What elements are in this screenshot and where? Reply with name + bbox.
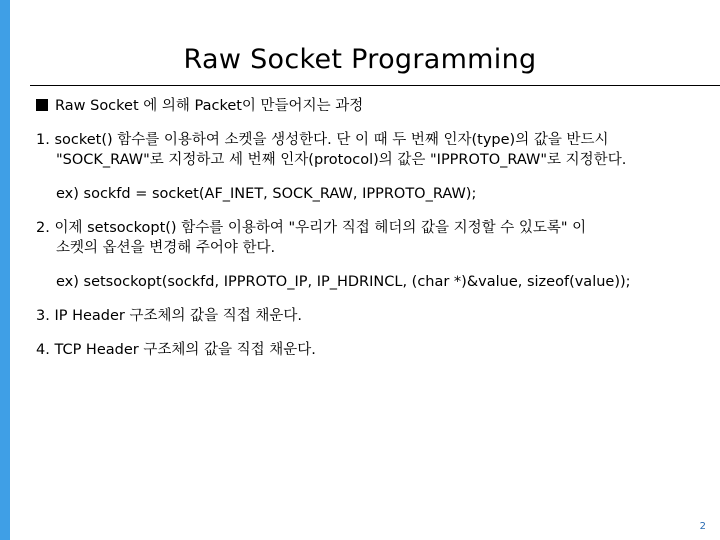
title-divider bbox=[30, 85, 720, 86]
square-bullet-icon bbox=[36, 99, 48, 111]
step-2-line-1: 2. 이제 setsockopt() 함수를 이용하여 "우리가 직접 헤더의 값을 지정할 수 있도록" 이 bbox=[36, 220, 587, 236]
step-2-line-2: 소켓의 옵션을 변경해 주어야 한다. bbox=[56, 240, 276, 256]
step-1-line-2: "SOCK_RAW"로 지정하고 세 번째 인자(protocol)의 값은 "IPPROTO_RAW"로 지정한다. bbox=[56, 152, 627, 168]
step-4-line-1: 4. TCP Header 구조체의 값을 직접 채운다. bbox=[36, 342, 316, 358]
accent-bar bbox=[0, 0, 10, 540]
page-number: 2 bbox=[699, 521, 706, 532]
step-2-example: ex) setsockopt(sockfd, IPPROTO_IP, IP_HDRINCL, (char *)&value, sizeof(value)); bbox=[56, 274, 631, 290]
slide-content bbox=[36, 96, 708, 360]
step-1-example: ex) sockfd = socket(AF_INET, SOCK_RAW, IPPROTO_RAW); bbox=[56, 186, 477, 202]
step-1-line-1: 1. socket() 함수를 이용하여 소켓을 생성한다. 단 이 때 두 번째 인자(type)의 값을 반드시 bbox=[36, 132, 609, 148]
section-heading bbox=[36, 96, 708, 116]
section-heading-text: Raw Socket 에 의해 Packet이 만들어지는 과정 bbox=[55, 98, 364, 114]
step-3-line-1: 3. IP Header 구조체의 값을 직접 채운다. bbox=[36, 308, 302, 324]
slide-title: Raw Socket Programming bbox=[183, 44, 537, 75]
